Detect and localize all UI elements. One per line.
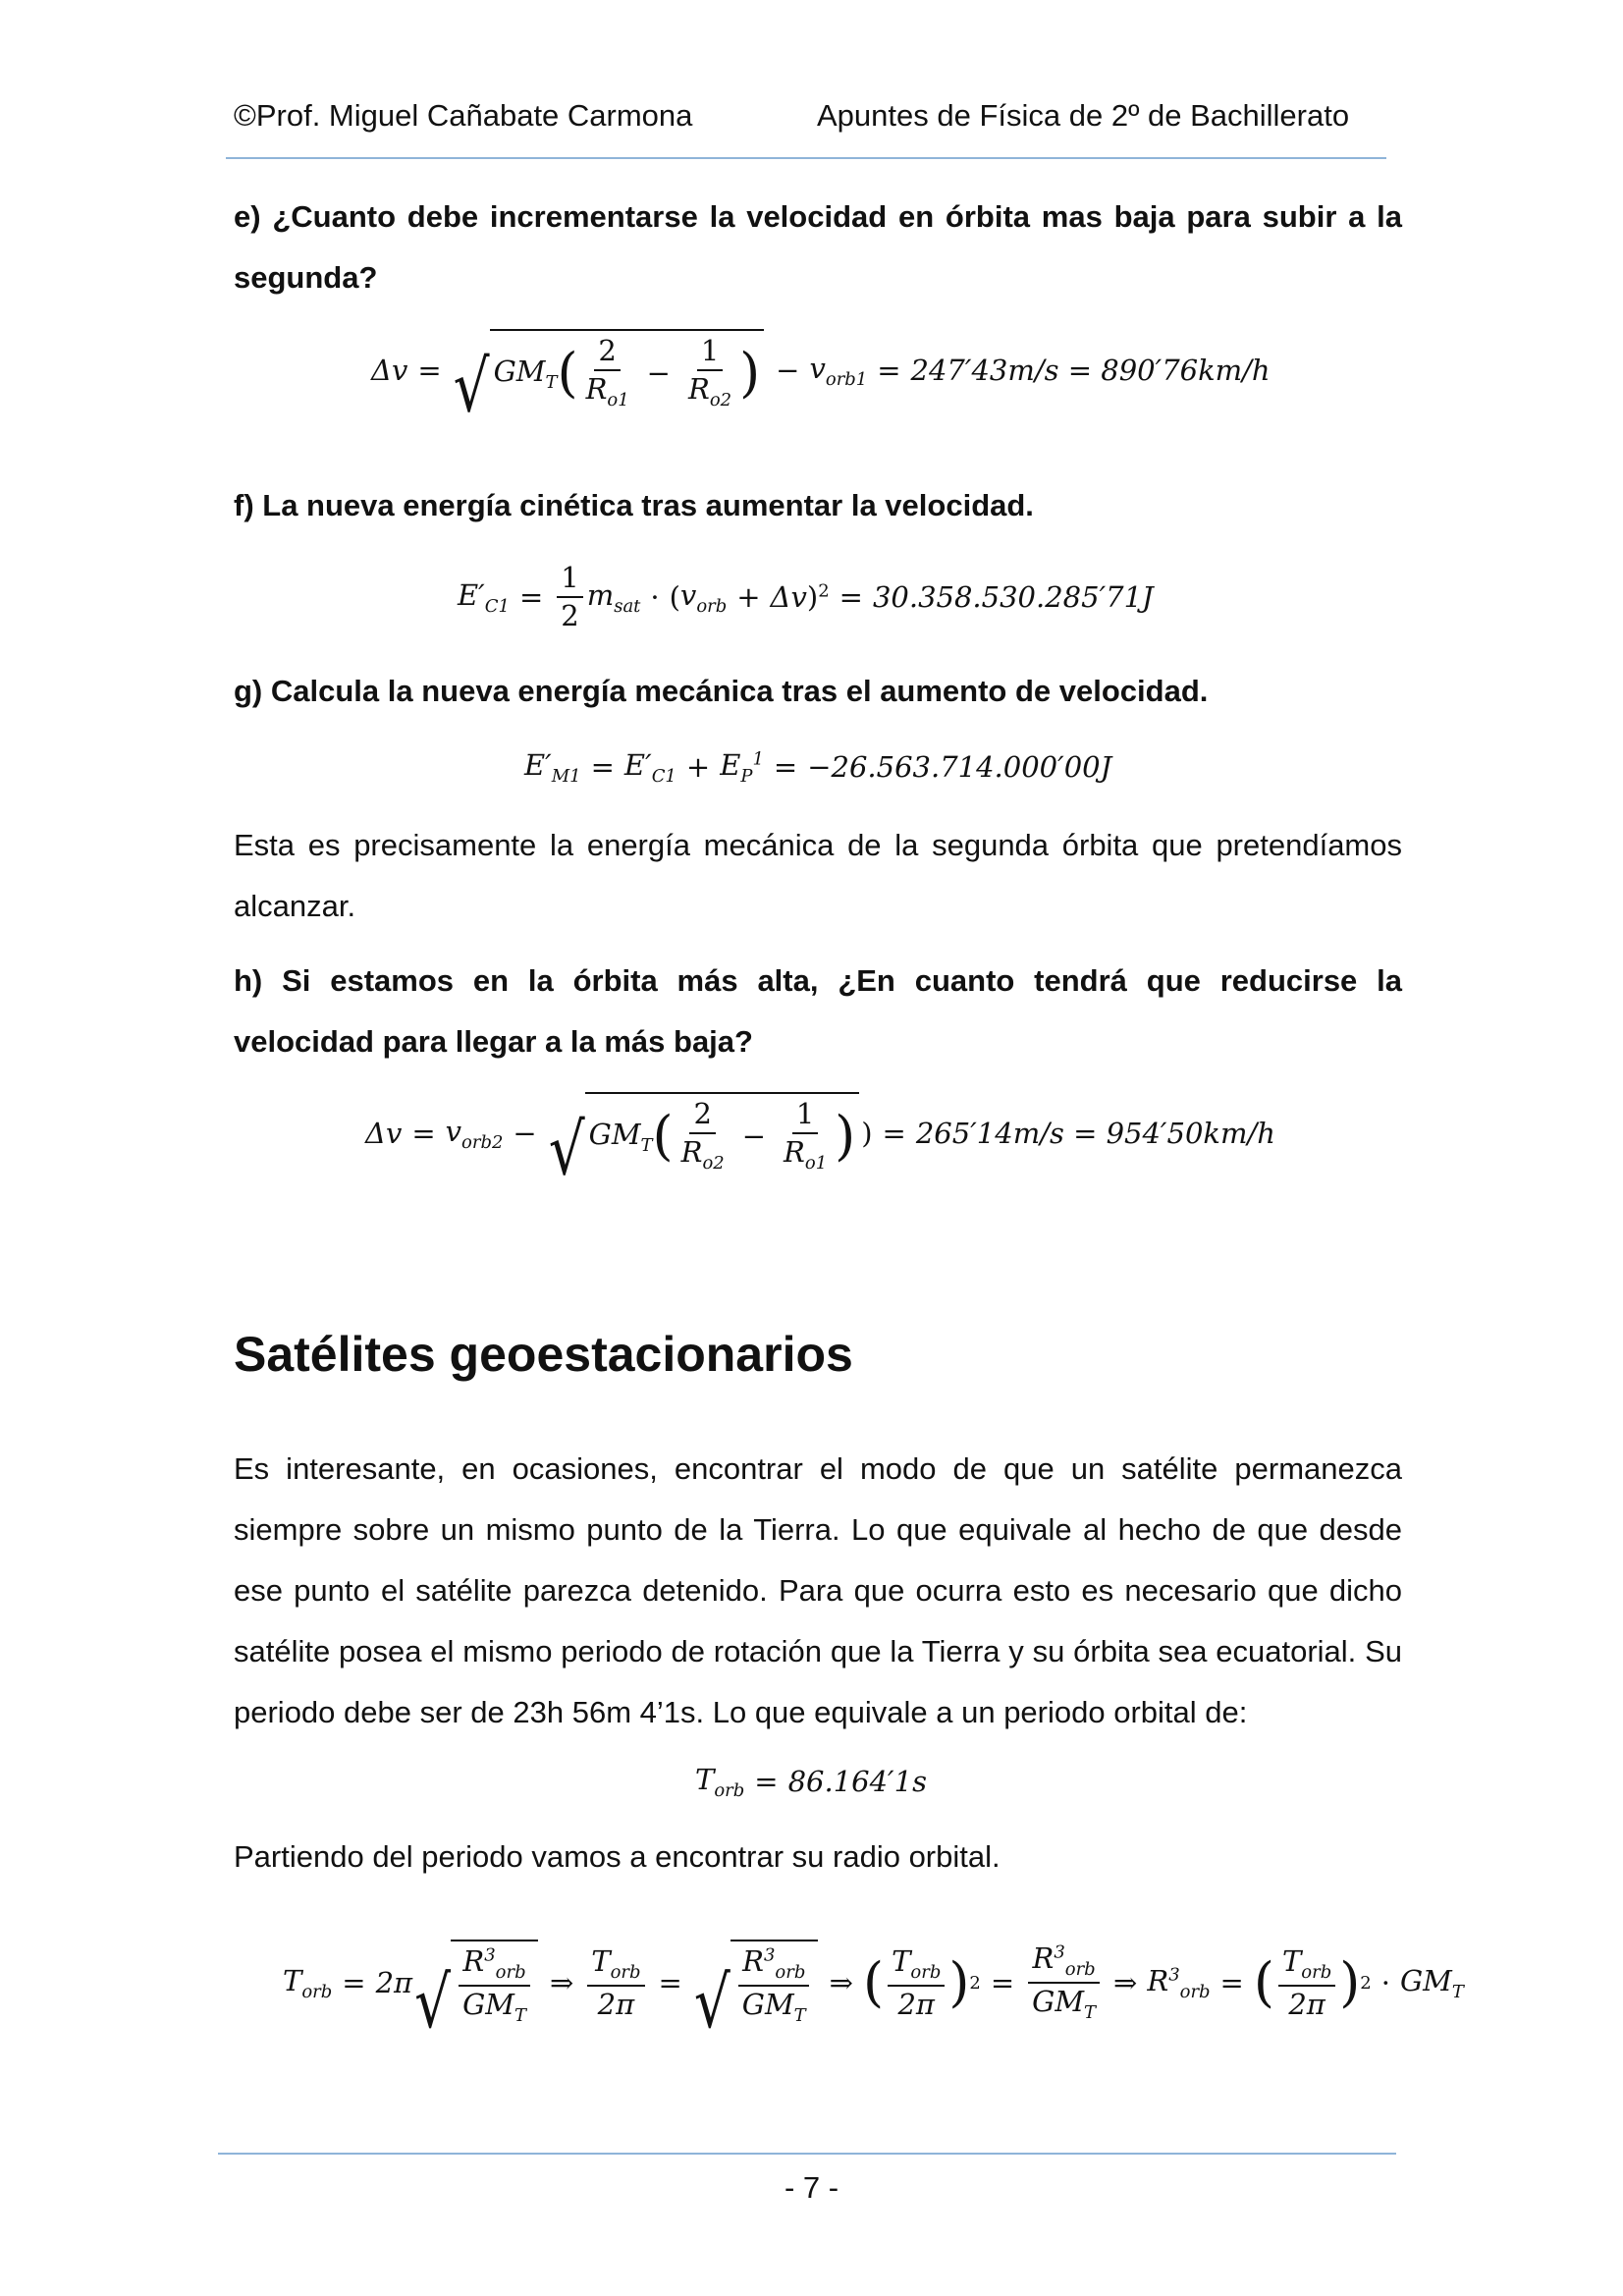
equation-e: Δv = √ $GM_T$ ( $\frac{2}{R_{o1}}$ − $\frac{1}{R_{o2}}$ ) − $v_{orb1}$ = 247′43m/s = 890′76km/h — [371, 329, 1271, 411]
page-number: - 7 - — [784, 2170, 839, 2205]
header-rule — [226, 157, 1386, 159]
result-h: 265′14m/s = 954′50km/h — [915, 1116, 1275, 1150]
geo-lead-in: Partiendo del periodo vamos a encontrar su radio orbital. — [234, 1839, 1001, 1874]
question-g: g) Calcula la nueva energía mecánica tras el aumento de velocidad. — [234, 674, 1209, 708]
header-author: ©Prof. Miguel Cañabate Carmona — [234, 98, 693, 133]
equation-period: $T_{orb}$ = 86.164′1s — [695, 1763, 927, 1801]
section-heading: Satélites geoestacionarios — [234, 1327, 853, 1382]
period-value: 86.164′1s — [787, 1765, 927, 1799]
question-h: h) Si estamos en la órbita más alta, ¿En cuanto tendrá que reducirse la velocidad para llegar a la más baja? — [234, 963, 1402, 1059]
result-f: 30.358.530.285′71J — [872, 580, 1154, 615]
equation-radius: $T_{orb}$ = 2π √ $\frac{R^3_{orb}}{GM_T}$ ⇒ $\frac{T_{orb}}{2\pi}$ = √ $\frac{R^3_{orb}}{GM_T}$ ⇒ ( $\frac{T_{orb}}{2\pi}$ ) 2 = $\frac{R^3_{orb}}{GM_T}$ ⇒ $R^3_{orb}$ = ( $\frac{T_{orb}}{2\pi}$ ) 2 · $GM_T$ — [283, 1941, 1464, 2045]
equation-f: $E'_{C1}$ = $\frac{1}{2}$ $m_{sat}$ · ( $v_{orb}$ + Δv )$^2$ = 30.358.530.285′71J — [458, 561, 1154, 633]
header-title: Apuntes de Física de 2º de Bachillerato — [817, 98, 1350, 133]
comment-g: Esta es precisamente la energía mecánica de la segunda órbita que pretendíamos alcanzar. — [234, 828, 1402, 923]
geo-paragraph: Es interesante, en ocasiones, encontrar el modo de que un satélite permanezca siempre sobre un mismo punto de la Tierra. Lo que equivale al hecho de que desde ese punto el satélite parezca detenido. Para que ocurra esto es necesario que dicho satélite posea el mismo periodo de rotación que la Tierra y su órbita sea ecuatorial. Su periodo debe ser de 23h 56m 4’1s. Lo que equivale a un periodo orbital de: — [234, 1451, 1402, 1729]
result-e: 247′43m/s = 890′76km/h — [910, 353, 1271, 387]
question-e: e) ¿Cuanto debe incrementarse la velocidad en órbita mas baja para subir a la segunda? — [234, 199, 1402, 295]
result-g: −26.563.714.000′00J — [807, 750, 1112, 785]
footer-rule — [218, 2153, 1396, 2155]
question-f: f) La nueva energía cinética tras aumentar la velocidad. — [234, 488, 1034, 522]
equation-h: Δv = $v_{orb2}$ − √ $GM_T$ ( $\frac{2}{R_{o2}}$ − $\frac{1}{R_{o1}}$ ) ) = 265′14m/s = 954′50km/h — [365, 1092, 1275, 1175]
equation-g: $E'_{M1}$ = $E'_{C1}$ + $E_P^1$ = −26.563.714.000′00J — [524, 748, 1112, 787]
